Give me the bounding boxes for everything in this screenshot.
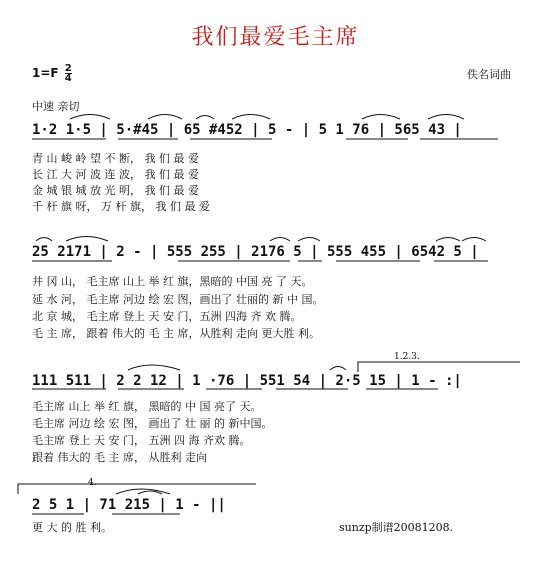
slur: [428, 115, 464, 120]
lyric-verse-3-line-4: 跟着 伟大的 毛 主 席， 从胜利 走向: [32, 451, 207, 464]
volta-1-label: 1.2.3.: [394, 352, 420, 362]
lyric-verse-2-line-2: 延 水 河， 毛主席 河边 绘 宏 图，画出了 壮丽的 新 中 国。: [32, 293, 324, 306]
lyric-verse-4-line-1: 更 大 的 胜 利。: [32, 521, 112, 534]
staff-line-4: 2 5 1 | 71 215 | 1 - ||: [32, 497, 226, 513]
slur: [70, 115, 110, 120]
lyric-verse-1-line-1: 青 山 峻 岭 望 不 断， 我 们 最 爱: [32, 152, 199, 165]
slur: [196, 116, 214, 120]
slur: [148, 115, 182, 120]
slur: [298, 238, 320, 242]
staff-line-2: 25 2171 | 2 - | 555 255 | 2176 5 | 555 455 | 6542 5 |: [32, 244, 479, 260]
staff-line-3: 111 511 | 2 2 12 | 1 ·76 | 551 54 | 2·5 15 | 1 - :|: [32, 373, 462, 389]
lyric-verse-1-line-3: 金 城 银 城 放 光 明， 我 们 最 爱: [32, 184, 199, 197]
slur: [138, 491, 162, 494]
slur: [36, 238, 52, 242]
tempo-marking: 中速 亲切: [32, 100, 80, 113]
slur: [128, 365, 180, 370]
lyric-verse-2-line-1: 井 冈 山， 毛主席 山上 举 红 旗，黑暗的 中国 亮 了 天。: [32, 275, 313, 288]
time-sig-bottom: 4: [64, 73, 72, 84]
lyric-verse-2-line-4: 毛 主 席， 跟着 伟大的 毛 主 席，从胜利 走向 更大胜 利。: [32, 327, 320, 340]
time-sig-top: 2: [64, 63, 72, 74]
lyric-verse-1-line-4: 千 杆 旗 呀， 万 杆 旗， 我 们 最 爱: [32, 200, 210, 213]
transcription-credit: sunzp制谱20081208.: [339, 521, 454, 534]
song-title: 我们最爱毛主席: [191, 25, 360, 50]
lyric-verse-3-line-3: 毛主席 登上 天 安 门， 五洲 四 海 齐欢 腾。: [32, 434, 251, 447]
volta-bracket: [358, 362, 520, 372]
staff-line-1: 1·2 1·5 | 5·#45 | 65 #452 | 5 - | 5 1 76 | 565 43 |: [32, 122, 462, 138]
slur: [270, 238, 290, 242]
slur: [66, 237, 108, 242]
slur: [462, 238, 486, 242]
slur: [330, 367, 346, 371]
lyric-verse-3-line-1: 毛主席 山上 举 红 旗， 黑暗的 中 国 亮了 天。: [32, 400, 262, 413]
key-label: 1=F: [32, 66, 59, 80]
lyric-verse-2-line-3: 北 京 城， 毛主席 登上 天 安 门，五洲 四海 齐 欢 腾。: [32, 310, 302, 323]
lyric-verse-3-line-2: 毛主席 河边 绘 宏 图， 画出了 壮 丽 的 新中国。: [32, 417, 273, 430]
lyric-verse-1-line-2: 长 江 大 河 波 连 波， 我 们 最 爱: [32, 168, 199, 181]
volta-2-label: 4.: [88, 478, 97, 488]
composer-credit: 佚名词曲: [467, 68, 511, 81]
slur: [362, 115, 400, 120]
slur: [436, 238, 460, 242]
slur: [232, 115, 270, 120]
